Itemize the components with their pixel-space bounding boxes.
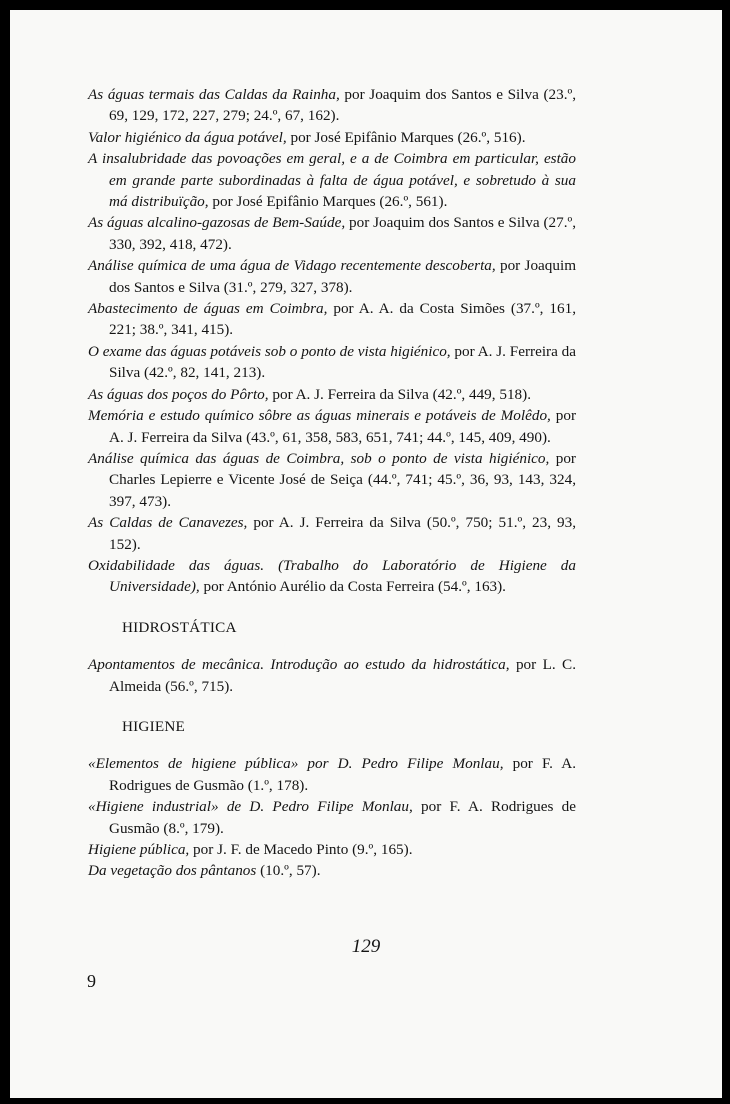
bibliography-entry bbox=[88, 405, 576, 448]
printer-signature-mark: 9 bbox=[87, 971, 96, 991]
entry-author-reference: por A. J. Ferreira da Silva (43.º, 61, 358, 583, 651, 741; 44.º, 145, 409, 490). bbox=[109, 407, 576, 446]
section-heading: HIDROSTÁTICA bbox=[122, 618, 237, 636]
entry-title: Apontamentos de mecânica. Introdução ao estudo da hidrostática, bbox=[88, 656, 510, 674]
bibliography-entry bbox=[88, 84, 576, 127]
entry-author-reference: por F. A. Rodrigues de Gusmão (8.º, 179). bbox=[109, 798, 576, 837]
entry-author-reference: por L. C. Almeida (56.º, 715). bbox=[109, 656, 576, 695]
entry-title: As águas alcalino-gazosas de Bem-Saúde, bbox=[88, 214, 346, 232]
entry-author-reference: (10.º, 57). bbox=[256, 862, 321, 880]
entry-author-reference: por Joaquim dos Santos e Silva (23.º, 69, 129, 172, 227, 279; 24.º, 67, 162). bbox=[109, 86, 577, 125]
entry-title: As águas dos poços do Pôrto, bbox=[88, 385, 269, 403]
entry-author-reference: por A. J. Ferreira da Silva (42.º, 82, 141, 213). bbox=[109, 342, 576, 382]
bibliography-entry bbox=[88, 839, 576, 860]
bibliography-entry bbox=[88, 512, 576, 555]
entry-title: Valor higiénico da água potável, bbox=[88, 128, 287, 146]
entry-title: Memória e estudo químico sôbre as águas minerais e potáveis de Molêdo, bbox=[88, 407, 551, 425]
page-number: 129 bbox=[351, 936, 381, 957]
bibliography-entry bbox=[88, 654, 576, 697]
entry-author-reference: por A. J. Ferreira da Silva (50.º, 750; 51.º, 23, 93, 152). bbox=[109, 514, 576, 553]
entry-title: Oxidabilidade das águas. (Trabalho do Laboratório de Higiene da Universidade), bbox=[88, 556, 576, 596]
bibliography-entry bbox=[88, 796, 576, 839]
bibliography-list bbox=[88, 84, 576, 882]
bibliography-entry bbox=[88, 212, 576, 255]
bibliography-entry bbox=[88, 298, 576, 341]
entry-title: «Elementos de higiene pública» por D. Pedro Filipe Monlau, bbox=[88, 755, 504, 773]
entry-title: As águas termais das Caldas da Rainha, bbox=[88, 86, 340, 103]
entry-title: As Caldas de Canavezes, bbox=[88, 514, 248, 532]
entry-title: A insalubridade das povoações em geral, e a de Coimbra em particular, estão em grande parte subordinadas à falta de água potável, e sobretudo à sua má distribuïção, bbox=[88, 150, 576, 211]
entry-author-reference: por José Epifânio Marques (26.º, 561). bbox=[208, 193, 448, 211]
entry-author-reference: por Joaquim dos Santos e Silva (27.º, 330, 392, 418, 472). bbox=[109, 214, 577, 253]
entry-title: Abastecimento de águas em Coimbra, bbox=[88, 300, 328, 318]
entry-title: Análise química de uma água de Vidago recentemente descoberta, bbox=[88, 257, 496, 275]
entry-title: «Higiene industrial» de D. Pedro Filipe Monlau, bbox=[88, 798, 413, 816]
bibliography-entry bbox=[88, 148, 576, 212]
entry-title: O exame das águas potáveis sob o ponto de vista higiénico, bbox=[88, 342, 451, 360]
entry-author-reference: por Charles Lepierre e Vicente José de Seiça (44.º, 741; 45.º, 36, 93, 143, 324, 397, 473). bbox=[109, 449, 576, 510]
entry-author-reference: por A. A. da Costa Simões (37.º, 161, 221; 38.º, 341, 415). bbox=[109, 300, 576, 339]
bibliography-entry bbox=[88, 448, 576, 512]
bibliography-entry bbox=[88, 127, 576, 148]
entry-author-reference: por Joaquim dos Santos e Silva (31.º, 279, 327, 378). bbox=[109, 257, 577, 296]
entry-title: Análise química das águas de Coimbra, sob o ponto de vista higiénico, bbox=[88, 449, 550, 467]
bibliography-entry bbox=[88, 555, 576, 598]
book-page bbox=[10, 10, 722, 1098]
bibliography-entry bbox=[88, 860, 576, 881]
entry-author-reference: por F. A. Rodrigues de Gusmão (1.º, 178). bbox=[109, 755, 576, 794]
entry-author-reference: por António Aurélio da Costa Ferreira (54.º, 163). bbox=[199, 578, 506, 596]
entry-author-reference: por J. F. de Macedo Pinto (9.º, 165). bbox=[189, 841, 413, 858]
entry-author-reference: por A. J. Ferreira da Silva (42.º, 449, 518). bbox=[268, 385, 532, 403]
entry-title: Higiene pública, bbox=[88, 841, 190, 858]
bibliography-entry bbox=[88, 255, 576, 298]
entry-title: Da vegetação dos pântanos bbox=[88, 862, 257, 880]
bibliography-entry bbox=[88, 341, 576, 384]
bibliography-entry bbox=[88, 753, 576, 796]
bibliography-entry bbox=[88, 384, 576, 405]
entry-author-reference: por José Epifânio Marques (26.º, 516). bbox=[286, 128, 526, 146]
section-heading: HIGIENE bbox=[122, 717, 185, 735]
